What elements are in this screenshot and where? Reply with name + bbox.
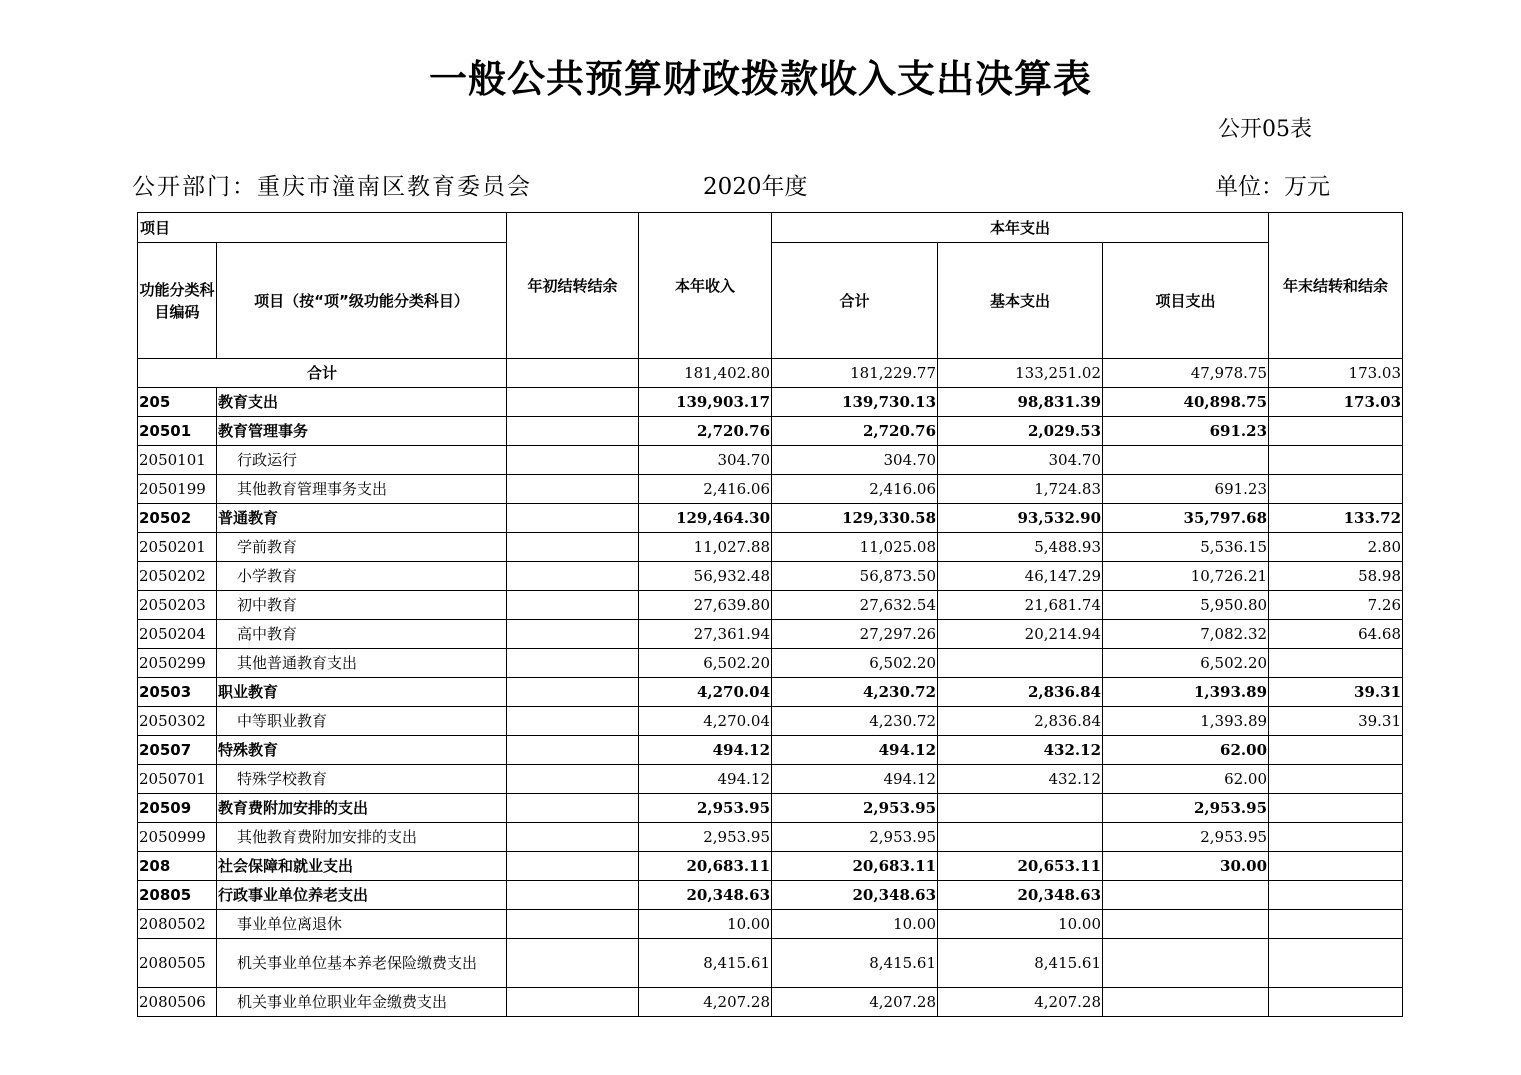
header-end-balance: 年末结转和结余 xyxy=(1269,213,1403,359)
row-project: 691.23 xyxy=(1103,475,1269,504)
row-basic: 2,029.53 xyxy=(938,417,1103,446)
row-project: 1,393.89 xyxy=(1103,707,1269,736)
row-project: 691.23 xyxy=(1103,417,1269,446)
row-end-balance xyxy=(1269,475,1403,504)
row-income: 10.00 xyxy=(639,910,772,939)
total-basic: 133,251.02 xyxy=(938,359,1103,388)
budget-table xyxy=(137,212,1403,1017)
table-row xyxy=(138,533,1403,562)
table-row xyxy=(138,765,1403,794)
row-income: 27,361.94 xyxy=(639,620,772,649)
row-total: 494.12 xyxy=(772,736,938,765)
row-basic: 5,488.93 xyxy=(938,533,1103,562)
table-row xyxy=(138,794,1403,823)
row-income: 2,953.95 xyxy=(639,794,772,823)
row-total: 11,025.08 xyxy=(772,533,938,562)
row-code: 20507 xyxy=(138,736,217,765)
total-end: 173.03 xyxy=(1269,359,1403,388)
row-begin-balance xyxy=(507,417,639,446)
row-total: 8,415.61 xyxy=(772,939,938,988)
row-basic xyxy=(938,823,1103,852)
table-row xyxy=(138,649,1403,678)
row-code: 2080506 xyxy=(138,988,217,1017)
row-project xyxy=(1103,988,1269,1017)
table-row xyxy=(138,823,1403,852)
row-begin-balance xyxy=(507,388,639,417)
row-income: 20,683.11 xyxy=(639,852,772,881)
row-income: 6,502.20 xyxy=(639,649,772,678)
row-begin-balance xyxy=(507,504,639,533)
row-project: 62.00 xyxy=(1103,736,1269,765)
table-row xyxy=(138,678,1403,707)
row-income: 304.70 xyxy=(639,446,772,475)
row-basic: 46,147.29 xyxy=(938,562,1103,591)
row-code: 2050203 xyxy=(138,591,217,620)
row-code: 20502 xyxy=(138,504,217,533)
row-begin-balance xyxy=(507,591,639,620)
table-row xyxy=(138,707,1403,736)
row-name: 其他教育费附加安排的支出 xyxy=(217,823,507,852)
row-basic: 98,831.39 xyxy=(938,388,1103,417)
row-end-balance: 7.26 xyxy=(1269,591,1403,620)
row-income: 20,348.63 xyxy=(639,881,772,910)
row-income: 8,415.61 xyxy=(639,939,772,988)
row-code: 208 xyxy=(138,852,217,881)
row-project: 2,953.95 xyxy=(1103,823,1269,852)
row-basic: 2,836.84 xyxy=(938,707,1103,736)
row-basic: 20,214.94 xyxy=(938,620,1103,649)
row-end-balance: 173.03 xyxy=(1269,388,1403,417)
row-total: 2,720.76 xyxy=(772,417,938,446)
fiscal-year: 2020年度 xyxy=(703,174,808,200)
table-row xyxy=(138,988,1403,1017)
table-row xyxy=(138,939,1403,988)
row-name: 职业教育 xyxy=(217,678,507,707)
row-begin-balance xyxy=(507,794,639,823)
row-name: 特殊学校教育 xyxy=(217,765,507,794)
total-project: 47,978.75 xyxy=(1103,359,1269,388)
row-name: 小学教育 xyxy=(217,562,507,591)
row-total: 10.00 xyxy=(772,910,938,939)
row-begin-balance xyxy=(507,823,639,852)
row-end-balance: 64.68 xyxy=(1269,620,1403,649)
page-title: 一般公共预算财政拨款收入支出决算表 xyxy=(428,57,1092,101)
row-basic: 10.00 xyxy=(938,910,1103,939)
row-code: 2050204 xyxy=(138,620,217,649)
row-project: 5,536.15 xyxy=(1103,533,1269,562)
row-code: 20509 xyxy=(138,794,217,823)
row-end-balance xyxy=(1269,649,1403,678)
row-total: 4,207.28 xyxy=(772,988,938,1017)
row-income: 4,207.28 xyxy=(639,988,772,1017)
row-code: 2080502 xyxy=(138,910,217,939)
row-begin-balance xyxy=(507,736,639,765)
row-code: 2050202 xyxy=(138,562,217,591)
row-end-balance xyxy=(1269,988,1403,1017)
row-basic: 1,724.83 xyxy=(938,475,1103,504)
row-total: 56,873.50 xyxy=(772,562,938,591)
row-begin-balance xyxy=(507,620,639,649)
row-income: 129,464.30 xyxy=(639,504,772,533)
table-row xyxy=(138,562,1403,591)
row-code: 2050999 xyxy=(138,823,217,852)
row-code: 20805 xyxy=(138,881,217,910)
row-name: 特殊教育 xyxy=(217,736,507,765)
row-name: 中等职业教育 xyxy=(217,707,507,736)
row-begin-balance xyxy=(507,446,639,475)
row-begin-balance xyxy=(507,533,639,562)
row-begin-balance xyxy=(507,707,639,736)
row-begin-balance xyxy=(507,765,639,794)
row-total: 20,348.63 xyxy=(772,881,938,910)
row-begin-balance xyxy=(507,678,639,707)
table-row xyxy=(138,446,1403,475)
total-row xyxy=(138,359,1403,388)
form-number: 公开05表 xyxy=(1218,117,1312,142)
row-total: 4,230.72 xyxy=(772,678,938,707)
row-end-balance: 39.31 xyxy=(1269,678,1403,707)
row-total: 27,297.26 xyxy=(772,620,938,649)
row-project: 10,726.21 xyxy=(1103,562,1269,591)
header-total: 合计 xyxy=(772,243,938,359)
row-name: 其他教育管理事务支出 xyxy=(217,475,507,504)
row-name: 社会保障和就业支出 xyxy=(217,852,507,881)
row-begin-balance xyxy=(507,910,639,939)
row-project: 30.00 xyxy=(1103,852,1269,881)
row-end-balance: 58.98 xyxy=(1269,562,1403,591)
row-end-balance xyxy=(1269,736,1403,765)
row-total: 494.12 xyxy=(772,765,938,794)
row-project xyxy=(1103,446,1269,475)
row-code: 2050201 xyxy=(138,533,217,562)
total-label: 合计 xyxy=(138,359,507,388)
header-begin-balance: 年初结转结余 xyxy=(507,213,639,359)
unit-label: 单位：万元 xyxy=(1215,174,1330,200)
row-total: 6,502.20 xyxy=(772,649,938,678)
row-name: 机关事业单位职业年金缴费支出 xyxy=(217,988,507,1017)
row-basic: 2,836.84 xyxy=(938,678,1103,707)
row-end-balance: 39.31 xyxy=(1269,707,1403,736)
header-item: 项目 xyxy=(138,213,507,243)
row-name: 机关事业单位基本养老保险缴费支出 xyxy=(217,939,507,988)
row-end-balance: 133.72 xyxy=(1269,504,1403,533)
row-code: 20503 xyxy=(138,678,217,707)
department-label: 公开部门：重庆市潼南区教育委员会 xyxy=(132,174,532,200)
header-basic: 基本支出 xyxy=(938,243,1103,359)
row-basic: 4,207.28 xyxy=(938,988,1103,1017)
row-code: 2050701 xyxy=(138,765,217,794)
row-basic: 432.12 xyxy=(938,736,1103,765)
header-expenditure: 本年支出 xyxy=(772,213,1269,243)
header-name: 项目（按“项”级功能分类科目） xyxy=(217,243,507,359)
row-name: 其他普通教育支出 xyxy=(217,649,507,678)
row-code: 20501 xyxy=(138,417,217,446)
row-project: 62.00 xyxy=(1103,765,1269,794)
row-basic: 432.12 xyxy=(938,765,1103,794)
row-income: 139,903.17 xyxy=(639,388,772,417)
row-code: 2050302 xyxy=(138,707,217,736)
table-row xyxy=(138,475,1403,504)
row-income: 56,932.48 xyxy=(639,562,772,591)
row-begin-balance xyxy=(507,562,639,591)
table-row xyxy=(138,591,1403,620)
row-total: 27,632.54 xyxy=(772,591,938,620)
row-total: 129,330.58 xyxy=(772,504,938,533)
row-project: 5,950.80 xyxy=(1103,591,1269,620)
row-project xyxy=(1103,881,1269,910)
header-income: 本年收入 xyxy=(639,213,772,359)
row-income: 4,270.04 xyxy=(639,707,772,736)
row-end-balance xyxy=(1269,417,1403,446)
row-end-balance xyxy=(1269,823,1403,852)
row-code: 2080505 xyxy=(138,939,217,988)
total-expenditure: 181,229.77 xyxy=(772,359,938,388)
row-end-balance xyxy=(1269,446,1403,475)
table-row xyxy=(138,852,1403,881)
row-code: 2050299 xyxy=(138,649,217,678)
row-name: 教育支出 xyxy=(217,388,507,417)
row-project xyxy=(1103,939,1269,988)
row-name: 行政事业单位养老支出 xyxy=(217,881,507,910)
row-name: 教育费附加安排的支出 xyxy=(217,794,507,823)
row-project: 6,502.20 xyxy=(1103,649,1269,678)
row-income: 11,027.88 xyxy=(639,533,772,562)
row-income: 2,953.95 xyxy=(639,823,772,852)
row-begin-balance xyxy=(507,852,639,881)
row-total: 4,230.72 xyxy=(772,707,938,736)
row-project: 35,797.68 xyxy=(1103,504,1269,533)
row-begin-balance xyxy=(507,475,639,504)
table-row xyxy=(138,388,1403,417)
row-basic xyxy=(938,649,1103,678)
table-row xyxy=(138,620,1403,649)
row-income: 2,416.06 xyxy=(639,475,772,504)
row-code: 205 xyxy=(138,388,217,417)
row-project: 40,898.75 xyxy=(1103,388,1269,417)
header-code: 功能分类科目编码 xyxy=(138,243,217,359)
row-name: 教育管理事务 xyxy=(217,417,507,446)
row-project: 2,953.95 xyxy=(1103,794,1269,823)
row-basic: 304.70 xyxy=(938,446,1103,475)
row-project: 7,082.32 xyxy=(1103,620,1269,649)
row-end-balance xyxy=(1269,852,1403,881)
table-row xyxy=(138,504,1403,533)
row-code: 2050199 xyxy=(138,475,217,504)
row-basic: 8,415.61 xyxy=(938,939,1103,988)
row-income: 27,639.80 xyxy=(639,591,772,620)
row-end-balance xyxy=(1269,939,1403,988)
row-name: 事业单位离退休 xyxy=(217,910,507,939)
table-row xyxy=(138,881,1403,910)
row-income: 4,270.04 xyxy=(639,678,772,707)
row-end-balance: 2.80 xyxy=(1269,533,1403,562)
row-end-balance xyxy=(1269,765,1403,794)
row-name: 高中教育 xyxy=(217,620,507,649)
row-total: 2,953.95 xyxy=(772,823,938,852)
row-name: 普通教育 xyxy=(217,504,507,533)
row-begin-balance xyxy=(507,939,639,988)
row-basic: 93,532.90 xyxy=(938,504,1103,533)
row-name: 学前教育 xyxy=(217,533,507,562)
row-name: 行政运行 xyxy=(217,446,507,475)
table-row xyxy=(138,736,1403,765)
row-begin-balance xyxy=(507,881,639,910)
row-total: 2,416.06 xyxy=(772,475,938,504)
row-end-balance xyxy=(1269,881,1403,910)
row-income: 494.12 xyxy=(639,736,772,765)
row-name: 初中教育 xyxy=(217,591,507,620)
table-row xyxy=(138,910,1403,939)
row-total: 304.70 xyxy=(772,446,938,475)
row-code: 2050101 xyxy=(138,446,217,475)
row-basic: 21,681.74 xyxy=(938,591,1103,620)
row-income: 494.12 xyxy=(639,765,772,794)
row-end-balance xyxy=(1269,794,1403,823)
table-row xyxy=(138,417,1403,446)
total-income: 181,402.80 xyxy=(639,359,772,388)
header-project: 项目支出 xyxy=(1103,243,1269,359)
row-total: 2,953.95 xyxy=(772,794,938,823)
row-basic: 20,348.63 xyxy=(938,881,1103,910)
total-begin xyxy=(507,359,639,388)
row-income: 2,720.76 xyxy=(639,417,772,446)
row-begin-balance xyxy=(507,649,639,678)
row-total: 20,683.11 xyxy=(772,852,938,881)
row-project xyxy=(1103,910,1269,939)
row-total: 139,730.13 xyxy=(772,388,938,417)
row-basic: 20,653.11 xyxy=(938,852,1103,881)
row-begin-balance xyxy=(507,988,639,1017)
row-end-balance xyxy=(1269,910,1403,939)
row-basic xyxy=(938,794,1103,823)
row-project: 1,393.89 xyxy=(1103,678,1269,707)
